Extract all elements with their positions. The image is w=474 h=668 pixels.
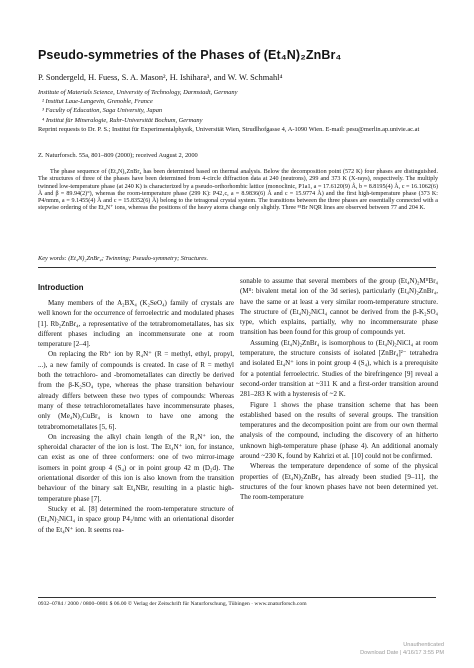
received-line: Z. Naturforsch. 55a, 801–809 (2000); received August 2, 2000	[38, 152, 198, 159]
abstract: The phase sequence of (Et₄N)₂ZnBr₄ has been determined based on thermal analysis. Below the decomposition point (572 K) four phases are distinguished. The structures of three of the phases have been determined from 4-circle diffraction data at 240 (neutrons), 299 and 373 K (X-rays), respectively. The multiply twinned low-temperature phase (at 240 K) is characterized by a pseudo-orthorhombic lattice (monoclinic, P1a1, a = 17.6120(9) Å, b = 8.8195(4) Å, c = 16.1062(6) Å and β = 89.94(2)°), whereas the room-temperature phase (299 K): P42₁c, a = 8.9836(6) Å and c = 15.9774 Å) and the first high-temperature phase (373 K: P4/nmm, a = 9.1455(4) Å and c = 15.8352(6) Å) belong to the tetragonal crystal system. The transitions between the three phases are essentially connected with a stepwise ordering of the Et₄N⁺ ions, whereas the positions of the heavy atoms change only slightly. Three ⁸¹Br NQR lines are observed between 77 and 204 K.	[38, 169, 438, 212]
affiliation-4: ⁴ Institut für Mineralogie, Ruhr-Universität Bochum, Germany	[42, 116, 203, 124]
download-watermark	[360, 641, 444, 657]
paragraph: Whereas the temperature dependence of some of the physical properties of (Et₄N)₂ZnBr₄ has already been studied [9–11], the structures of the four known phases have not been determined yet. The room-temperature	[240, 462, 438, 502]
paper-title: Pseudo-symmetries of the Phases of (Et₄N)₂ZnBr₄	[38, 48, 342, 62]
keywords: Key words: (Et₄N)₂ZnBr₄; Twinning; Pseudo-symmetry; Structures.	[38, 255, 209, 262]
affiliation-2: ² Institut Laue-Langevin, Grenoble, France	[42, 98, 153, 106]
reprint-requests: Reprint requests to Dr. P. S.; Institut für Experimentalphysik, Universität Wien, Strudlhofgasse 4, A-1090 Wien. E-mail: pesu@merlin.ap.univie.ac.at	[38, 126, 420, 133]
right-column	[240, 276, 438, 503]
paragraph: Assuming (Et₄N)₂ZnBr₄ is isomorphous to (Et₄N)₂NiCl₄ at room temperature, the structure consists of isolated [ZnBr₄]²⁻ tetrahedra and isolated Et₄N⁺ ions in point group 4 (S₄), which is a prerequisite for a potential ferroelectric. Studies of the birefringence [9] reveal a second-order transition at ~311 K and a first-order transition around 281–283 K with a hysteresis of ~2 K.	[240, 338, 438, 399]
paragraph: On increasing the alkyl chain length of the R₄N⁺ ion, the spheroidal character of the ion is lost. The Et₄N⁺ ion, for instance, can exist as one of three conformers: one of two mirror-image isomers in point group 4 (S₄) or in point group 42 m (D₂d). The orientational disorder of this ion is also known from the transition behaviour of the binary salt Et₄NBr, resulting in a plastic high-temperature phase [7].	[38, 432, 234, 503]
watermark-line: Unauthenticated	[403, 642, 444, 648]
affiliations	[38, 88, 237, 125]
affiliation-3: ³ Faculty of Education, Saga University, Japan	[42, 107, 163, 115]
author-list: P. Sondergeld, H. Fuess, S. A. Mason², H. Ishihara³, and W. W. Schmahl⁴	[38, 73, 283, 82]
section-heading-introduction: Introduction	[38, 283, 84, 292]
paragraph: sonable to assume that several members of the group (Et₄N)₂MᴵᴵBr₄ (Mᴵᴵ: bivalent metal ion of the 3d series), particularly (Et₄N)₂ZnBr₄, have the same or at least a very similar room-temperature structure. The structure of (Et₄N)₂NiCl₄ cannot be derived from the β-K₂SO₄ type, which explains, partially, why no incommensurate phase transition has been found for this group of compounds yet.	[240, 277, 438, 337]
affiliation-1: Institute of Materials Science, University of Technology, Darmstadt, Germany	[38, 89, 238, 96]
footer-rule	[38, 597, 436, 598]
footer-copyright: 0932–0784 / 2000 / 0800–0801 $ 06.00 © Verlag der Zeitschrift für Naturforschung, Tübingen · www.znaturforsch.com	[38, 601, 307, 607]
paragraph: On replacing the Rb⁺ ion by R₄N⁺ (R = methyl, ethyl, propyl, ...), a new family of compounds is created. In case of R = methyl both the tetrachloro- and -bromometallates can directly be derived from the β-K₂SO₄ type, whereas the phase transition behaviour already differs between these two types of compounds: Whereas many of these tetrachlorometallates have incommensurate phases, only (Me₄N)₂CuBr₄ is known to have one among the tetrabromometallates [5, 6].	[38, 350, 234, 431]
paragraph: Stucky et al. [8] determined the room-temperature structure of (Et₄N)₂NiCl₄ in space group P4₂/nmc with an orientational disorder of the Et₄N⁺ ion. It seems rea-	[38, 504, 234, 534]
paragraph: Many members of the A₂BX₄ (K₂SeO₄) family of crystals are well known for the occurrence of ferroelectric and modulated phases [1]. Rb₂ZnBr₄, a representative of the tetrabromometallates, has six different phases including an incommensurate one at room temperature [2–4].	[38, 299, 234, 349]
divider-rule	[38, 267, 436, 268]
watermark-line: Download Date | 4/16/17 3:55 PM	[360, 650, 444, 656]
left-column	[38, 298, 234, 535]
paragraph: Figure 1 shows the phase transition scheme that has been established based on the results of several groups. The transition temperatures and the decomposition point are from our own thermal analysis of the compound, including the discovery of an hitherto unknown high-temperature phase (phase 4). An additional anomaly around ~230 K, found by Kahrizi et al. [10] could not be confirmed.	[240, 400, 438, 461]
